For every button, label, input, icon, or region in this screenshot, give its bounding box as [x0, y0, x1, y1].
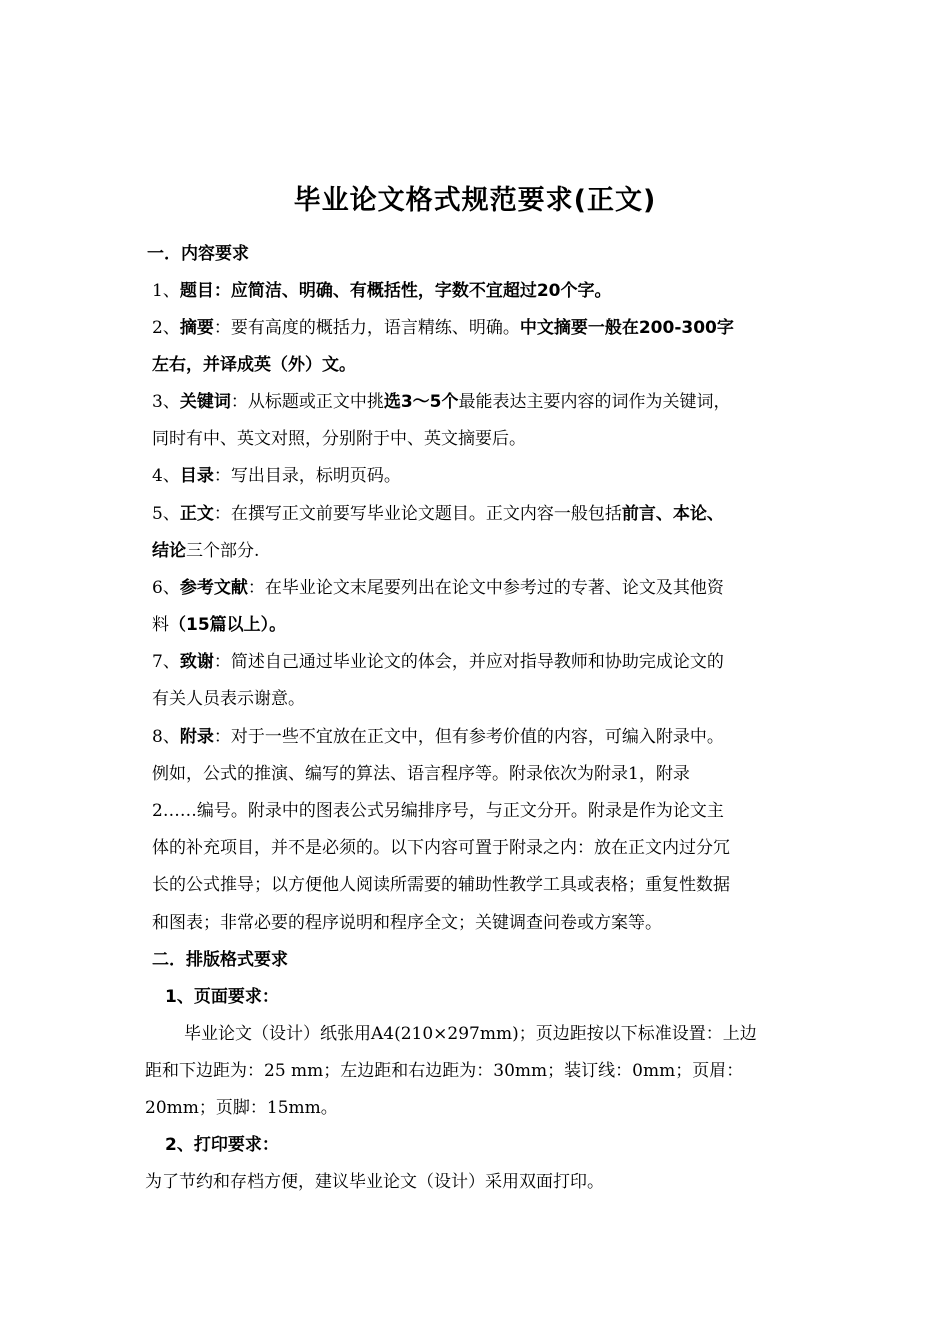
item-emphasis: 中文摘要一般在200-300字	[519, 318, 734, 338]
item-continuation: 体的补充项目，并不是必须的。以下内容可置于附录之内：放在正文内过分冗	[152, 838, 730, 858]
paragraph-line: 为了节约和存档方便，建议毕业论文（设计）采用双面打印。	[145, 1172, 604, 1192]
item-text: 简述自己通过毕业论文的体会，并应对指导教师和协助完成论文的	[230, 652, 724, 672]
item-label: 摘要	[179, 318, 214, 338]
item-label: 正文	[179, 504, 214, 524]
item-continuation	[152, 613, 286, 637]
paragraph-line: 距和下边距为：25 mm；左边距和右边距为：30mm；装订线：0mm；页眉：	[145, 1061, 744, 1081]
item-continuation: 例如，公式的推演、编写的算法、语言程序等。附录依次为附录1，附录	[152, 764, 690, 784]
item-text: 对于一些不宜放在正文中，但有参考价值的内容，可编入附录中。	[230, 727, 724, 747]
item-continuation: 有关人员表示谢意。	[152, 689, 305, 709]
section-heading: 一．内容要求	[147, 244, 249, 264]
item-text: 最能表达主要内容的词作为关键词，	[458, 392, 731, 412]
item-label: 关键词	[179, 392, 231, 412]
item-number: 7、	[152, 652, 180, 672]
item-text: 在毕业论文末尾要列出在论文中参考过的专著、论文及其他资	[264, 578, 724, 598]
item-number: 3、	[152, 392, 180, 412]
item-text: 要有高度的概括力，语言精练、明确。	[230, 318, 520, 338]
item-number: 5、	[152, 504, 180, 524]
item-separator: ：	[247, 578, 265, 598]
list-item	[152, 650, 724, 674]
item-label: 附录	[179, 727, 214, 747]
item-label: 目录	[179, 466, 214, 486]
item-continuation: 同时有中、英文对照，分别附于中、英文摘要后。	[152, 429, 526, 449]
list-item	[152, 576, 724, 600]
item-separator: ：	[230, 392, 248, 412]
item-continuation: 长的公式推导；以方便他人阅读所需要的辅助性教学工具或表格；重复性数据	[152, 875, 730, 895]
item-label: 参考文献	[179, 578, 248, 598]
item-separator: ：	[213, 652, 231, 672]
subsection-heading: 1、页面要求：	[165, 987, 279, 1007]
item-number: 2、	[152, 318, 180, 338]
item-emphasis: 选3～5个	[383, 392, 459, 412]
list-item	[152, 502, 724, 526]
list-item	[152, 279, 611, 303]
item-text: 应简洁、明确、有概括性，字数不宜超过20个字。	[230, 281, 612, 301]
item-emphasis: 结论	[152, 541, 186, 561]
item-text: 料	[152, 615, 169, 635]
item-continuation	[152, 539, 259, 563]
paragraph-line: 毕业论文（设计）纸张用A4(210×297mm)；页边距按以下标准设置：上边	[184, 1024, 757, 1044]
section-heading: 二．排版格式要求	[152, 950, 288, 970]
item-number: 8、	[152, 727, 180, 747]
item-continuation: 左右，并译成英（外）文。	[152, 355, 356, 375]
item-continuation: 和图表；非常必要的程序说明和程序全文；关键调查问卷或方案等。	[152, 913, 662, 933]
item-text: 从标题或正文中挑	[247, 392, 384, 412]
list-item	[152, 390, 731, 414]
item-text: 三个部分.	[186, 541, 260, 561]
list-item	[152, 464, 401, 488]
item-text: 写出目录，标明页码。	[230, 466, 401, 486]
item-separator: ：	[213, 727, 231, 747]
subsection-heading: 2、打印要求：	[165, 1135, 279, 1155]
item-separator: ：	[213, 466, 231, 486]
paragraph-line: 20mm；页脚：15mm。	[145, 1098, 338, 1118]
list-item	[152, 725, 724, 749]
item-label: 题目：	[179, 281, 231, 301]
item-emphasis: （15篇以上）。	[169, 615, 287, 635]
item-label: 致谢	[179, 652, 214, 672]
item-separator: ：	[213, 318, 231, 338]
item-separator: ：	[213, 504, 231, 524]
list-item	[152, 316, 734, 340]
item-number: 4、	[152, 466, 180, 486]
item-number: 1、	[152, 281, 180, 301]
item-continuation: 2……编号。附录中的图表公式另编排序号，与正文分开。附录是作为论文主	[152, 801, 724, 821]
item-number: 6、	[152, 578, 180, 598]
item-emphasis: 前言、本论、	[621, 504, 724, 524]
item-text: 在撰写正文前要写毕业论文题目。正文内容一般包括	[230, 504, 622, 524]
page-title: 毕业论文格式规范要求(正文)	[293, 185, 657, 216]
